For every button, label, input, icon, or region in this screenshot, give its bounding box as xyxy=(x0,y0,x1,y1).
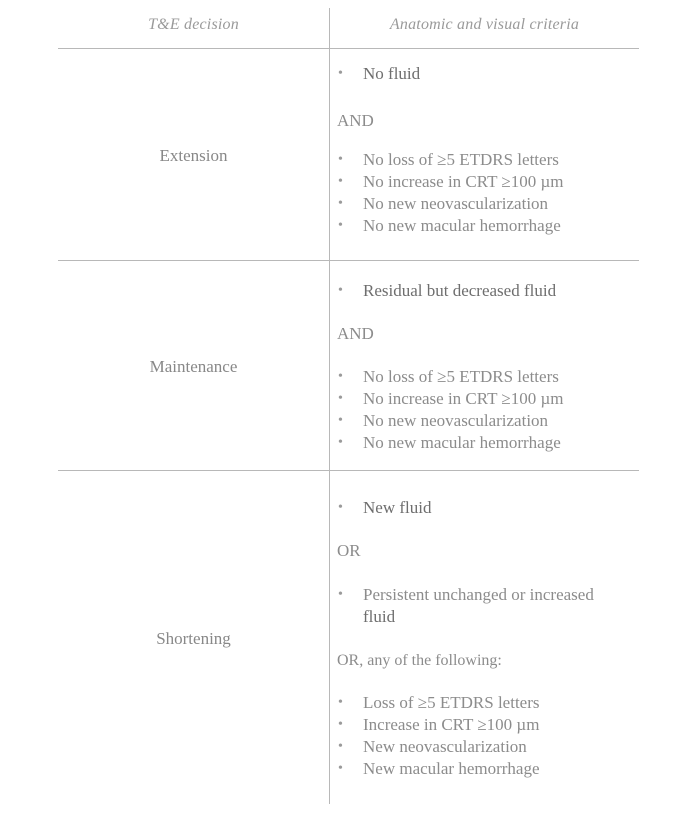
bullet-icon: • xyxy=(338,761,343,776)
connector-and: AND xyxy=(337,324,374,343)
bullet-icon: • xyxy=(338,196,343,211)
bullet-icon: • xyxy=(338,369,343,384)
list-item: • Residual but decreased fluid xyxy=(338,281,557,300)
connector-or-any: OR, any of the following: xyxy=(337,652,502,669)
row-maintenance-label: Maintenance xyxy=(149,357,238,376)
list-item: • No new neovascularization xyxy=(338,411,549,430)
row-extension-label: Extension xyxy=(159,146,228,165)
connector-or: OR xyxy=(337,541,361,560)
list-item: • New neovascularization xyxy=(338,737,527,756)
list-item: • No new neovascularization xyxy=(338,194,549,213)
secondary-list xyxy=(337,149,637,237)
row-divider xyxy=(58,470,639,471)
list-item: • No loss of ≥5 ETDRS letters xyxy=(338,150,559,169)
list-item: • Increase in CRT ≥100 µm xyxy=(338,715,540,734)
bullet-icon: • xyxy=(338,413,343,428)
bullet-icon: • xyxy=(338,391,343,406)
bullet-icon: • xyxy=(338,500,343,515)
list-item: • New fluid xyxy=(338,498,432,517)
list-item: • No fluid xyxy=(338,64,421,83)
bullet-icon: • xyxy=(338,152,343,167)
bullet-icon: • xyxy=(338,717,343,732)
secondary-list xyxy=(337,366,637,454)
bullet-icon: • xyxy=(338,435,343,450)
bullet-icon: • xyxy=(338,739,343,754)
criteria-table xyxy=(58,8,639,804)
list-item: • No new macular hemorrhage xyxy=(338,216,561,235)
list-item: • No loss of ≥5 ETDRS letters xyxy=(338,367,559,386)
row-shortening-label: Shortening xyxy=(156,629,231,648)
list-item: • Loss of ≥5 ETDRS letters xyxy=(338,693,540,712)
list-item: • Persistent unchanged or increased fluid xyxy=(338,585,594,626)
list-item: • New macular hemorrhage xyxy=(338,759,540,778)
row-divider xyxy=(58,260,639,261)
row-maintenance-criteria xyxy=(337,280,637,454)
bullet-icon: • xyxy=(338,587,343,602)
list-item: • No increase in CRT ≥100 µm xyxy=(338,172,564,191)
bullet-icon: • xyxy=(338,218,343,233)
secondary-list xyxy=(337,692,637,780)
bullet-icon: • xyxy=(338,66,343,81)
header-criteria: Anatomic and visual criteria xyxy=(389,16,580,33)
header-decision: T&E decision xyxy=(148,16,239,33)
list-item: • No new macular hemorrhage xyxy=(338,433,561,452)
bullet-icon: • xyxy=(338,283,343,298)
list-item: • No increase in CRT ≥100 µm xyxy=(338,389,564,408)
header-divider xyxy=(58,48,639,49)
row-shortening-criteria xyxy=(337,497,637,780)
column-divider xyxy=(329,8,330,804)
connector-and: AND xyxy=(337,111,374,130)
bullet-icon: • xyxy=(338,695,343,710)
bullet-icon: • xyxy=(338,174,343,189)
row-extension-criteria xyxy=(337,63,637,237)
